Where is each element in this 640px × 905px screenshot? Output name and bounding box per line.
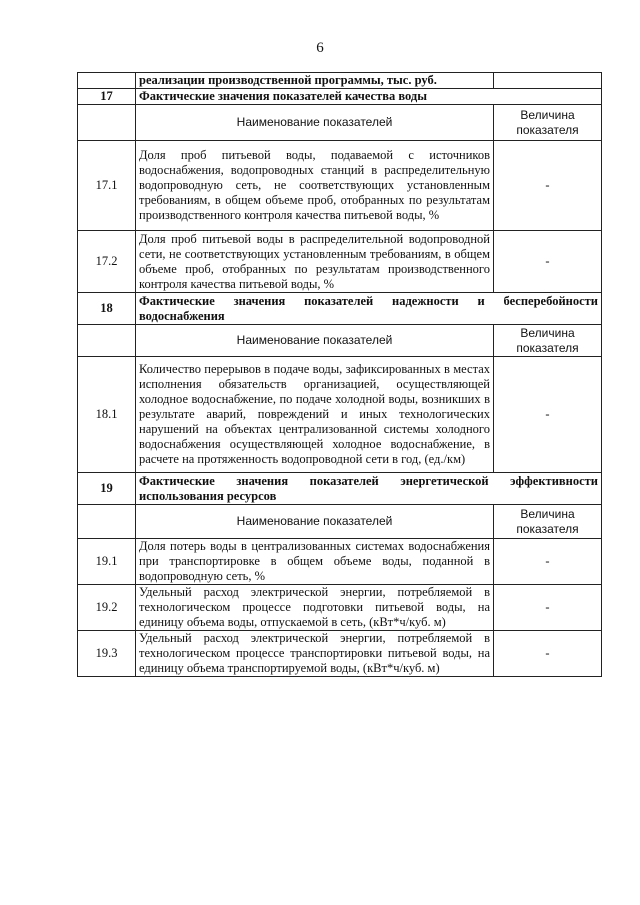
row-number: 19.1 (78, 539, 136, 585)
section-number: 19 (78, 473, 136, 505)
column-header-row (78, 505, 602, 539)
table-row (78, 585, 602, 631)
empty-cell (494, 73, 602, 89)
row-text: Доля потерь воды в централизованных системах водоснабжения при транспортировке в общем объеме воды, поданной в водопроводную сеть, % (136, 539, 494, 585)
section-title: Фактические значения показателей надежности и бесперебойности водоснабжения (136, 293, 602, 325)
section-title: Фактические значения показателей энергетической эффективности использования ресурсов (136, 473, 602, 505)
column-header-row (78, 105, 602, 141)
row-text: Доля проб питьевой воды в распределительной водопроводной сети, не соответствующих установленным требованиям, в общем объеме проб, отобранных по результатам производственного контроля качества питьевой воды, % (136, 231, 494, 293)
row-number: 17.1 (78, 141, 136, 231)
page-number: 6 (316, 40, 324, 56)
table-row (78, 73, 602, 89)
section-number: 18 (78, 293, 136, 325)
row-value: - (494, 631, 602, 677)
table-row (78, 141, 602, 231)
indicators-table (77, 72, 602, 677)
table-row (78, 357, 602, 473)
table-row (78, 231, 602, 293)
empty-cell (78, 73, 136, 89)
column-header-name: Наименование показателей (136, 325, 494, 357)
row-value: - (494, 141, 602, 231)
section-title-row (78, 293, 602, 325)
row-number: 19.2 (78, 585, 136, 631)
section-title: Фактические значения показателей качества воды (136, 89, 602, 105)
column-header-name: Наименование показателей (136, 105, 494, 141)
column-header-row (78, 325, 602, 357)
empty-cell (78, 505, 136, 539)
table-row (78, 631, 602, 677)
row-number: 19.3 (78, 631, 136, 677)
row-text: реализации производственной программы, тыс. руб. (136, 73, 494, 89)
table-row (78, 539, 602, 585)
column-header-value: Величина показателя (494, 325, 602, 357)
section-title-row (78, 473, 602, 505)
row-number: 17.2 (78, 231, 136, 293)
empty-cell (78, 325, 136, 357)
empty-cell (78, 105, 136, 141)
row-value: - (494, 231, 602, 293)
section-number: 17 (78, 89, 136, 105)
row-value: - (494, 585, 602, 631)
section-title-row (78, 89, 602, 105)
row-number: 18.1 (78, 357, 136, 473)
row-text: Удельный расход электрической энергии, потребляемой в технологическом процессе подготовки питьевой воды, на единицу объема воды, отпускаемой в сеть, (кВт*ч/куб. м) (136, 585, 494, 631)
row-value: - (494, 357, 602, 473)
column-header-name: Наименование показателей (136, 505, 494, 539)
row-text: Доля проб питьевой воды, подаваемой с источников водоснабжения, водопроводных станций в распределительную водопроводную сеть, не соответствующих установленным требованиям, в общем объеме проб, отобранных по результатам производственного контроля качества питьевой воды, % (136, 141, 494, 231)
column-header-value: Величина показателя (494, 505, 602, 539)
row-value: - (494, 539, 602, 585)
column-header-value: Величина показателя (494, 105, 602, 141)
row-text: Количество перерывов в подаче воды, зафиксированных в местах исполнения обязательств организацией, осуществляющей холодное водоснабжение, по подаче холодной воды, возникших в результате аварий, повреждений и иных технологических нарушений на объектах централизованной системы холодного водоснабжения осуществляющей холодное водоснабжение, в расчете на протяженность водопроводной сети в год, (ед./км) (136, 357, 494, 473)
row-text: Удельный расход электрической энергии, потребляемой в технологическом процессе транспортировки питьевой воды, на единицу объема транспортируемой воды, (кВт*ч/куб. м) (136, 631, 494, 677)
